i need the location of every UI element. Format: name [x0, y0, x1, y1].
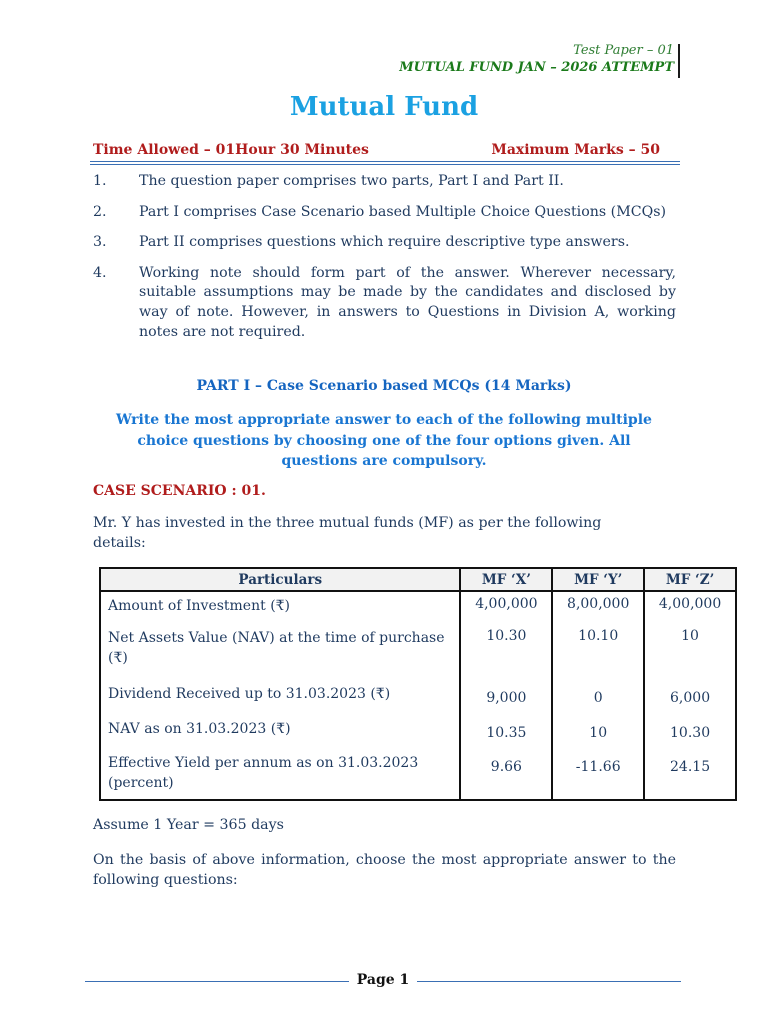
cell-mf-y: 10	[552, 715, 644, 749]
cell-mf-z: 10	[644, 624, 736, 680]
cell-mf-y: -11.66	[552, 749, 644, 800]
cell-mf-z: 6,000	[644, 680, 736, 715]
item-number: 2.	[93, 203, 107, 220]
page-title: Mutual Fund	[289, 92, 479, 122]
question-prompt: On the basis of above information, choose the most appropriate answer to the following questions:	[93, 852, 676, 888]
column-header: Particulars	[100, 568, 460, 591]
row-label: Amount of Investment (₹)	[100, 591, 460, 624]
cell-mf-x: 9.66	[460, 749, 552, 800]
instructions-list	[93, 172, 676, 353]
footer-rule-right	[417, 981, 681, 982]
cell-mf-z: 10.30	[644, 715, 736, 749]
cell-mf-x: 9,000	[460, 680, 552, 715]
part-heading: PART I – Case Scenario based MCQs (14 Marks)	[196, 378, 572, 394]
item-number: 3.	[93, 234, 107, 251]
table-header-row	[100, 568, 736, 591]
cell-mf-y: 10.10	[552, 624, 644, 680]
cell-mf-y: 0	[552, 680, 644, 715]
column-header: MF ‘Y’	[552, 568, 644, 591]
case-intro: Mr. Y has invested in the three mutual funds (MF) as per the following details:	[93, 515, 602, 551]
row-label: Net Assets Value (NAV) at the time of purchase (₹)	[100, 624, 460, 680]
item-text: Working note should form part of the answer. Wherever necessary, suitable assumptions may be made by the candidates and disclosed by way of note. However, in answers to Questions in Division A, working notes are not required.	[139, 264, 676, 340]
attempt-label: MUTUAL FUND JAN – 2026 ATTEMPT	[399, 60, 674, 75]
table-row	[100, 591, 736, 624]
page-footer	[85, 972, 681, 992]
page-number: Page 1	[356, 972, 410, 988]
cell-mf-x: 4,00,000	[460, 591, 552, 624]
table-row	[100, 715, 736, 749]
item-number: 1.	[93, 173, 107, 189]
list-item	[93, 264, 676, 342]
cell-mf-x: 10.35	[460, 715, 552, 749]
row-label: Dividend Received up to 31.03.2023 (₹)	[100, 680, 460, 715]
double-rule-divider	[90, 161, 680, 165]
item-number: 4.	[93, 264, 107, 281]
cell-mf-x: 10.30	[460, 624, 552, 680]
header-divider	[678, 44, 680, 78]
row-label: NAV as on 31.03.2023 (₹)	[100, 715, 460, 749]
column-header: MF ‘X’	[460, 568, 552, 591]
table-row	[100, 624, 736, 680]
list-item	[93, 172, 676, 192]
cell-mf-y: 8,00,000	[552, 591, 644, 624]
list-item	[93, 233, 676, 253]
row-label: Effective Yield per annum as on 31.03.2023 (percent)	[100, 749, 460, 800]
directions-text: Write the most appropriate answer to each of the following multiple choice questions by choosing one of the four options given. All questions are compulsory.	[116, 412, 652, 469]
list-item	[93, 203, 676, 223]
time-allowed: Time Allowed – 01Hour 30 Minutes	[93, 142, 369, 158]
table-row	[100, 749, 736, 800]
item-text: The question paper comprises two parts, Part I and Part II.	[139, 173, 564, 189]
test-paper-label: Test Paper – 01	[573, 43, 674, 58]
cell-mf-z: 4,00,000	[644, 591, 736, 624]
assumption-note: Assume 1 Year = 365 days	[93, 817, 284, 833]
case-scenario-heading: CASE SCENARIO : 01.	[93, 483, 266, 499]
table-row	[100, 680, 736, 715]
column-header: MF ‘Z’	[644, 568, 736, 591]
cell-mf-z: 24.15	[644, 749, 736, 800]
page-header	[399, 42, 680, 76]
item-text: Part II comprises questions which require descriptive type answers.	[139, 234, 630, 251]
maximum-marks: Maximum Marks – 50	[491, 142, 660, 158]
investment-table	[99, 567, 737, 801]
item-text: Part I comprises Case Scenario based Multiple Choice Questions (MCQs)	[139, 203, 667, 220]
